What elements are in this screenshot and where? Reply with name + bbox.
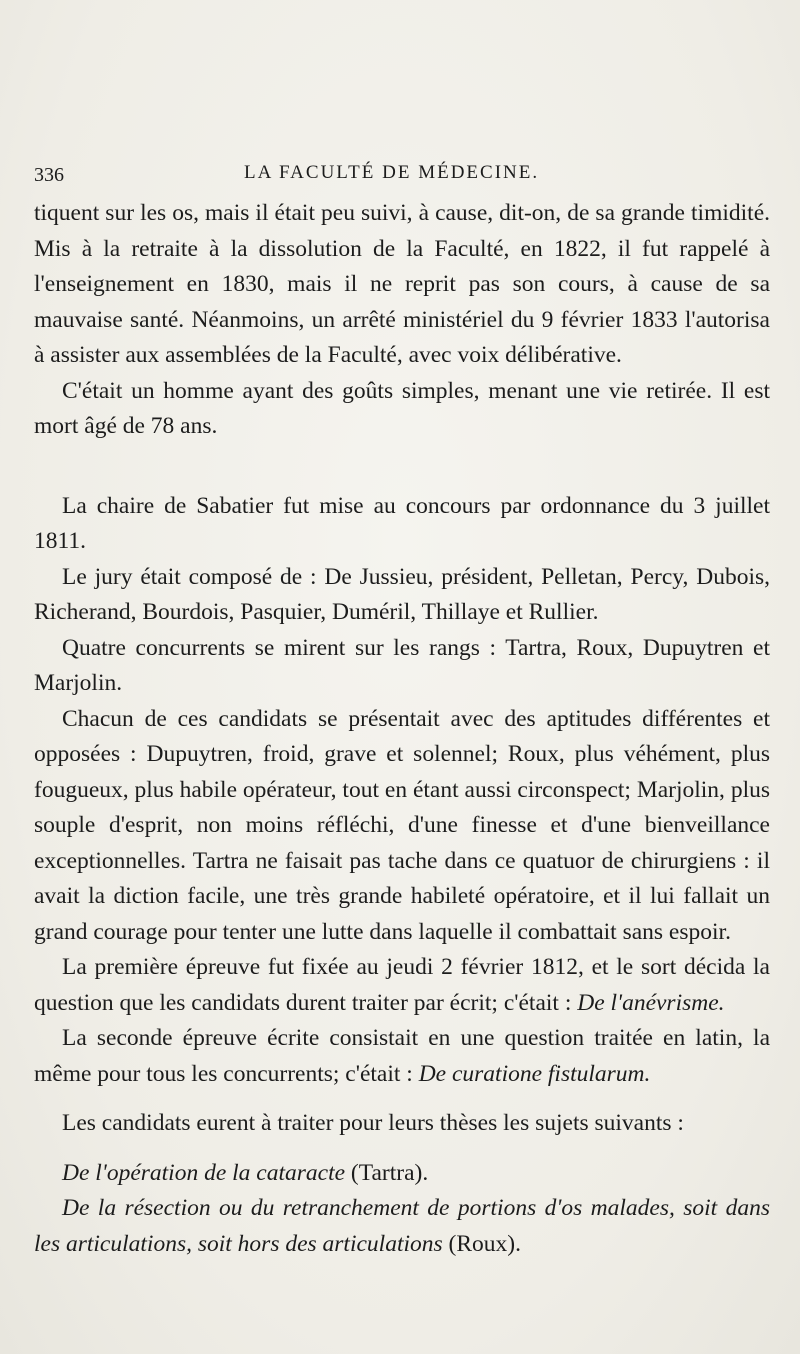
thesis-title: De la résection ou du retranchement de portions d'os malades, soit dans les articulations, soit hors des articulations: [34, 1195, 770, 1257]
thesis-author: (Tartra).: [345, 1159, 429, 1186]
page-number: 336: [34, 164, 64, 186]
premiere-epreuve-subject: De l'anévrisme.: [577, 989, 725, 1016]
page-header: [34, 160, 768, 190]
thesis-item: [34, 1156, 770, 1192]
paragraph-premiere-epreuve: [34, 950, 770, 1021]
paragraph-theses-intro: Les candidats eurent à traiter pour leurs thèses les sujets suivants :: [62, 1110, 684, 1136]
paragraph-continuation: tiquent sur les os, mais il était peu suivi, à cause, dit-on, de sa grande timidité. Mis à la retraite à la dissolution de la Faculté, en 1822, il fut rappelé à l'enseignement en 1830, mais il ne reprit pas son cours, à cause de sa mauvaise santé. Néanmoins, un arrêté ministériel du 9 février 1833 l'autorisa à assister aux assemblées de la Faculté, avec voix délibérative.: [34, 200, 770, 368]
paragraph-candidats: Chacun de ces candidats se présentait avec des aptitudes différentes et opposées : Dupuytren, froid, grave et solennel; Roux, plus véhément, plus fougueux, plus habile opérateur, tout en étant aussi circonspect; Marjolin, plus souple d'esprit, non moins réfléchi, d'une finesse et d'une bienveillance exceptionnelles. Tartra ne faisait pas tache dans ce quatuor de chirurgiens : il avait la diction facile, une très grande habileté opératoire, et il lui fallait un grand courage pour tenter une lutte dans laquelle il combattait sans espoir.: [34, 705, 770, 945]
seconde-epreuve-text: La seconde épreuve écrite consistait en une question traitée en latin, la même pour tous les concurrents; c'était :: [34, 1025, 770, 1087]
thesis-author: (Roux).: [442, 1230, 521, 1257]
premiere-epreuve-text: La première épreuve fut fixée au jeudi 2 février 1812, et le sort décida la question que les candidats durent traiter par écrit; c'était :: [34, 954, 770, 1016]
paragraph-chaire: La chaire de Sabatier fut mise au concours par ordonnance du 3 juillet 1811.: [34, 492, 770, 554]
running-title: LA FACULTÉ DE MÉDECINE.: [244, 162, 540, 183]
thesis-title: De l'opération de la cataracte: [62, 1159, 346, 1186]
theses-list: [34, 1156, 770, 1263]
body-text: [34, 196, 770, 1262]
paragraph-seconde-epreuve: [34, 1021, 770, 1092]
paragraph-character: C'était un homme ayant des goûts simples, menant une vie retirée. Il est mort âgé de 78 ans.: [34, 377, 770, 439]
thesis-item: [34, 1191, 770, 1262]
seconde-epreuve-subject: De curatione fistularum.: [418, 1060, 651, 1087]
paragraph-concurrents: Quatre concurrents se mirent sur les rangs : Tartra, Roux, Dupuytren et Marjolin.: [34, 634, 770, 696]
paragraph-jury: Le jury était composé de : De Jussieu, président, Pelletan, Percy, Dubois, Richerand, Bourdois, Pasquier, Duméril, Thillaye et Rullier.: [34, 563, 770, 625]
